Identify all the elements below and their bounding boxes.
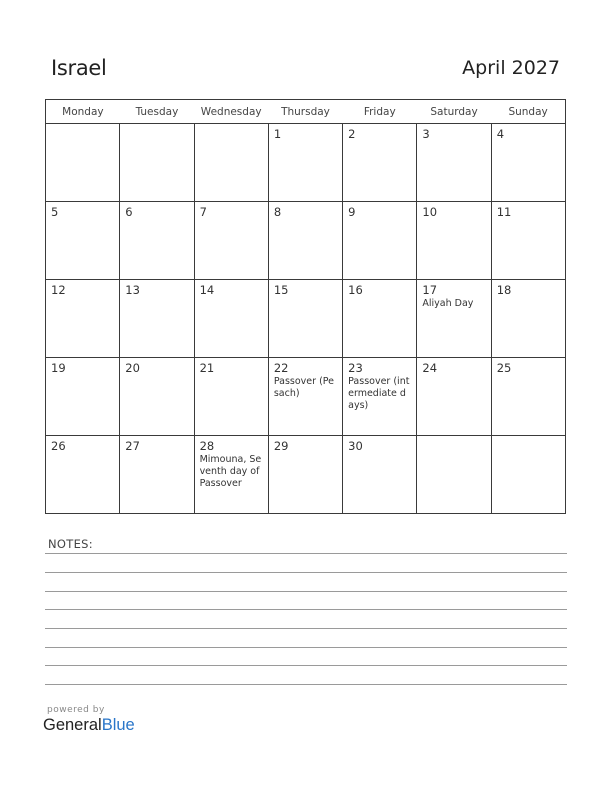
day-number: 6 (125, 205, 133, 219)
day-cell (417, 202, 491, 280)
week-row (46, 280, 566, 358)
day-cell (268, 124, 342, 202)
day-cell (120, 202, 194, 280)
day-cell (343, 280, 417, 358)
week-row (46, 358, 566, 436)
day-cell (120, 358, 194, 436)
weekday-header-row (46, 100, 566, 124)
day-cell (491, 202, 565, 280)
day-number: 1 (273, 127, 282, 141)
weekday-tuesday: Tuesday (120, 100, 194, 124)
country-title: Israel (51, 56, 107, 80)
day-number: 16 (348, 283, 363, 297)
day-number: 20 (125, 361, 140, 375)
weekday-thursday: Thursday (268, 100, 342, 124)
day-number: 27 (125, 439, 140, 453)
day-cell (46, 202, 120, 280)
day-cell (343, 202, 417, 280)
day-cell (491, 280, 565, 358)
note-line (45, 553, 567, 554)
day-number: 9 (348, 205, 356, 219)
month-year-title: April 2027 (462, 57, 560, 79)
holiday-label: Passover (Pesach) (273, 376, 335, 399)
generalblue-logo (43, 716, 135, 735)
day-cell (46, 280, 120, 358)
day-number: 4 (496, 127, 505, 141)
day-cell (46, 358, 120, 436)
note-line (45, 647, 567, 648)
day-cell (194, 202, 268, 280)
week-row (46, 202, 566, 280)
day-number: 18 (496, 283, 512, 297)
day-cell (194, 124, 268, 202)
day-number: 19 (51, 361, 66, 375)
day-cell (491, 124, 565, 202)
day-number: 5 (51, 205, 59, 219)
day-cell (491, 358, 565, 436)
week-row (46, 436, 566, 514)
day-cell (120, 436, 194, 514)
day-number: 29 (273, 439, 289, 453)
note-line (45, 591, 567, 592)
day-cell (417, 280, 491, 358)
day-cell (268, 436, 342, 514)
day-number: 8 (273, 205, 282, 219)
day-number: 23 (348, 361, 363, 375)
day-number: 22 (273, 361, 289, 375)
note-line (45, 628, 567, 629)
day-cell (194, 436, 268, 514)
day-number: 25 (496, 361, 512, 375)
day-number: 30 (348, 439, 363, 453)
day-cell (120, 280, 194, 358)
day-cell (491, 436, 565, 514)
weekday-wednesday: Wednesday (194, 100, 268, 124)
brand-general: General (43, 716, 102, 734)
note-line (45, 684, 567, 685)
calendar-body (46, 124, 566, 514)
weekday-friday: Friday (343, 100, 417, 124)
day-cell (343, 124, 417, 202)
day-number: 11 (496, 205, 512, 219)
day-cell (268, 358, 342, 436)
holiday-label: Passover (intermediate days) (348, 376, 410, 411)
day-cell (343, 436, 417, 514)
note-line (45, 609, 567, 610)
weekday-saturday: Saturday (417, 100, 491, 124)
day-number: 24 (422, 361, 438, 375)
day-number: 17 (422, 283, 438, 297)
day-number: 14 (199, 283, 215, 297)
day-number: 3 (422, 127, 430, 141)
notes-label: NOTES: (48, 537, 93, 551)
day-cell (268, 280, 342, 358)
note-line (45, 665, 567, 666)
day-number: 10 (422, 205, 438, 219)
day-number: 21 (199, 361, 215, 375)
day-number: 26 (51, 439, 66, 453)
day-cell (343, 358, 417, 436)
day-number: 28 (199, 439, 215, 453)
day-cell (194, 358, 268, 436)
day-cell (46, 436, 120, 514)
weekday-monday: Monday (46, 100, 120, 124)
day-number: 2 (348, 127, 356, 141)
holiday-label: Aliyah Day (422, 298, 474, 309)
brand-blue: Blue (101, 716, 135, 734)
day-cell (194, 280, 268, 358)
weekday-sunday: Sunday (491, 100, 565, 124)
note-line (45, 572, 567, 573)
day-cell (46, 124, 120, 202)
day-cell (417, 124, 491, 202)
holiday-label: Mimouna, Seventh day of Passover (199, 454, 262, 489)
day-cell (120, 124, 194, 202)
day-number: 12 (51, 283, 66, 297)
week-row (46, 124, 566, 202)
calendar-grid (45, 99, 566, 514)
day-number: 15 (273, 283, 289, 297)
day-cell (417, 358, 491, 436)
day-number: 13 (125, 283, 140, 297)
day-cell (268, 202, 342, 280)
day-cell (417, 436, 491, 514)
powered-by-text: powered by (47, 705, 105, 715)
day-number: 7 (199, 205, 207, 219)
